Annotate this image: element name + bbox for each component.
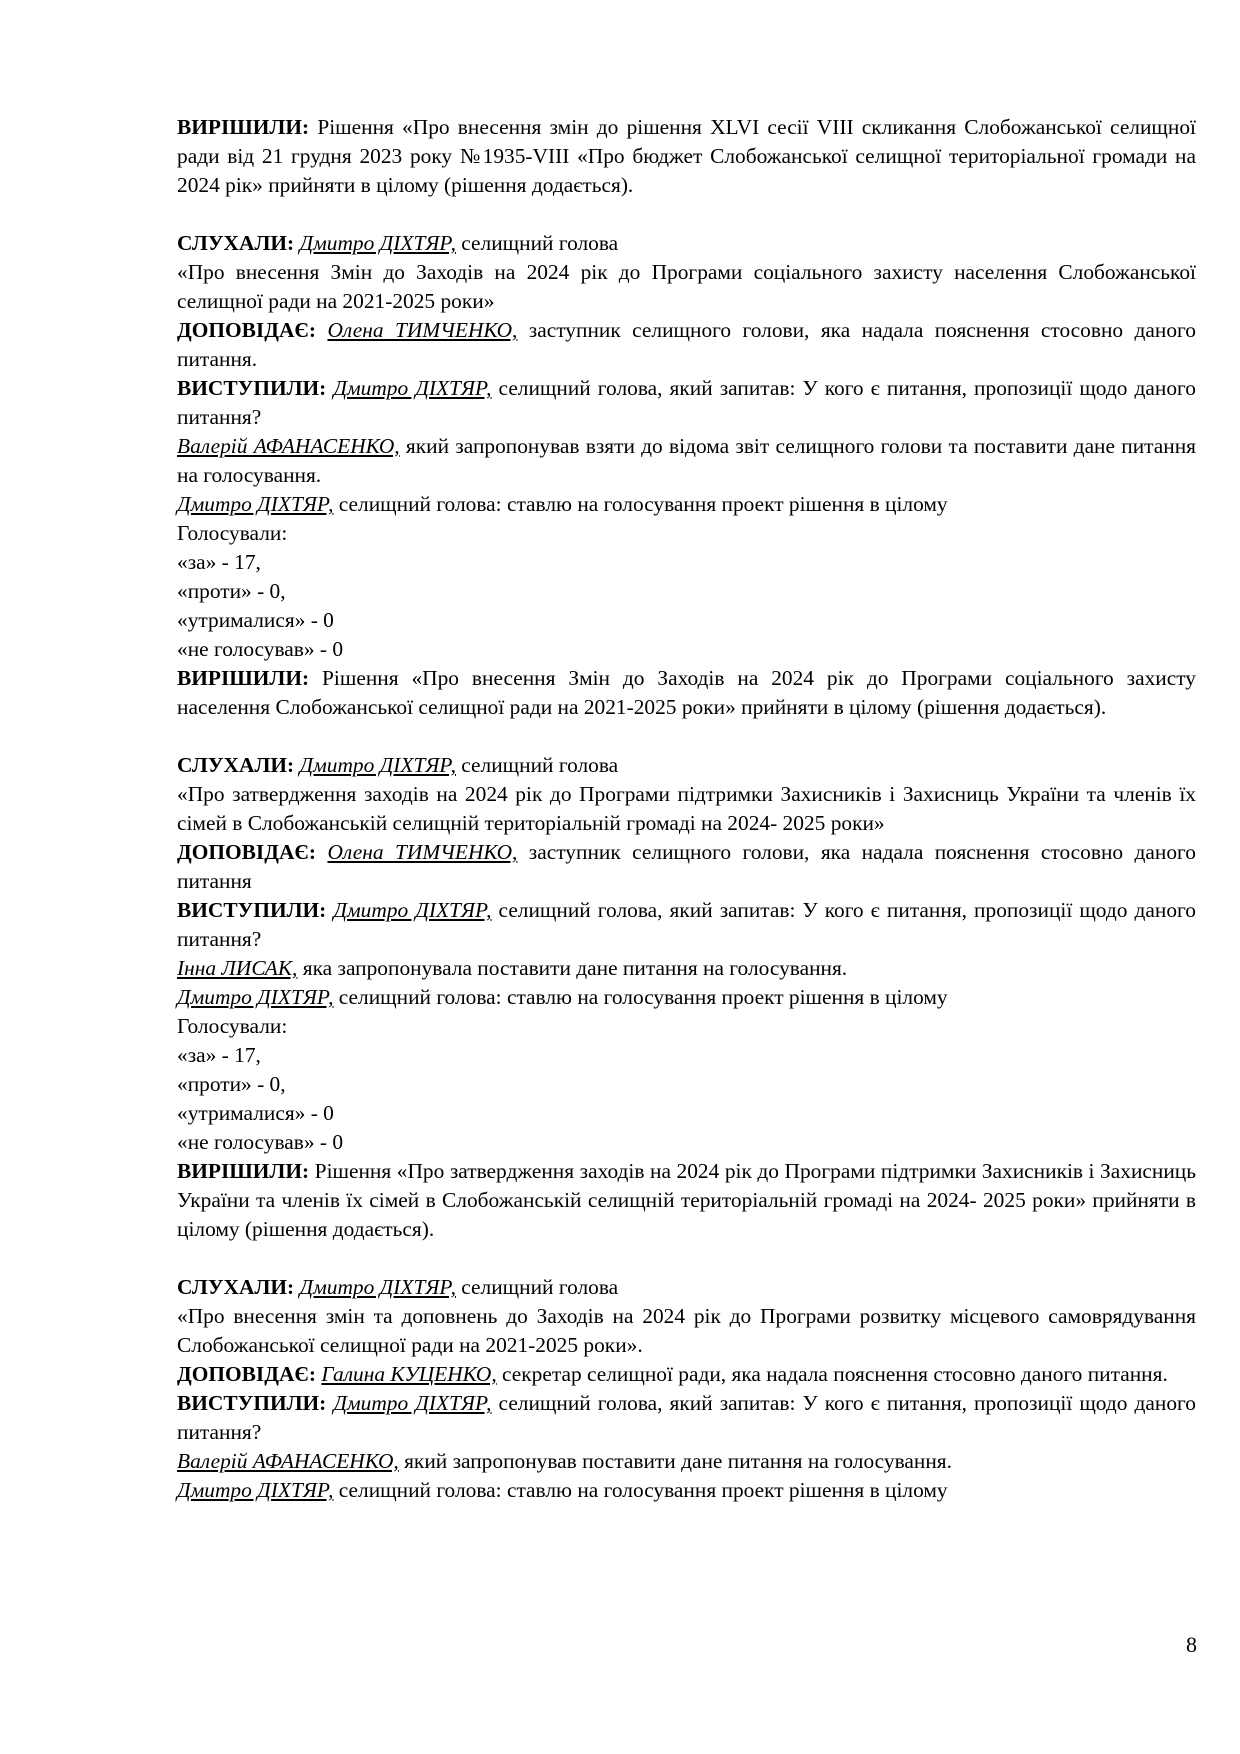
agenda-item-section: [177, 751, 1196, 1244]
text-line: [177, 1099, 1196, 1128]
text-line: [177, 635, 1196, 664]
section-label: ВИСТУПИЛИ:: [177, 1391, 327, 1415]
text-run: селищний голова, який запитав: У кого є питання, пропозиції щодо даного питання?: [177, 1391, 1196, 1444]
text-line: [177, 664, 1196, 722]
speaker-name: Дмитро ДІХТЯР,: [177, 1478, 334, 1502]
text-run: «утрималися» - 0: [177, 1101, 334, 1125]
text-run: Рішення «Про внесення змін до рішення XLVI сесії VIII скликання Слобожанської селищної ради від 21 грудня 2023 року №1935-VIII «Про бюджет Слобожанської селищної територіальної громади на 2024 рік» прийняти в цілому (рішення додається).: [177, 115, 1196, 197]
page-number: 8: [1186, 1632, 1197, 1657]
speaker-name: Інна ЛИСАК,: [177, 956, 298, 980]
agenda-item-section: [177, 229, 1196, 722]
text-run: «проти» - 0,: [177, 579, 286, 603]
section-label: СЛУХАЛИ:: [177, 753, 295, 777]
speaker-name: Галина КУЦЕНКО,: [321, 1362, 497, 1386]
text-line: [177, 780, 1196, 838]
text-run: Рішення «Про затвердження заходів на 2024 рік до Програми підтримки Захисників і Захисниць України та членів їх сімей в Слобожанській селищній територіальній громаді на 2024- 2025 роки» прийняти в цілому (рішення додається).: [177, 1159, 1196, 1241]
section-label: ДОПОВІДАЄ:: [177, 1362, 317, 1386]
text-line: [177, 1389, 1196, 1447]
text-line: [177, 838, 1196, 896]
text-run: Голосували:: [177, 521, 288, 545]
document-body: [177, 113, 1196, 1505]
text-run: яка запропонувала поставити дане питання на голосування.: [297, 956, 848, 980]
text-line: [177, 1041, 1196, 1070]
text-line: [177, 258, 1196, 316]
text-line: [177, 1128, 1196, 1157]
text-line: [177, 1360, 1196, 1389]
speaker-name: Олена ТИМЧЕНКО,: [327, 318, 518, 342]
text-line: [177, 519, 1196, 548]
text-run: «не голосував» - 0: [177, 637, 344, 661]
text-run: «Про внесення Змін до Заходів на 2024 рік до Програми соціального захисту населення Слобожанської селищної ради на 2021-2025 роки»: [177, 260, 1196, 313]
text-line: [177, 490, 1196, 519]
speaker-name: Валерій АФАНАСЕНКО,: [177, 434, 400, 458]
text-run: селищний голова: [455, 231, 619, 255]
text-run: «не голосував» - 0: [177, 1130, 344, 1154]
text-line: [177, 1157, 1196, 1244]
text-run: Голосували:: [177, 1014, 288, 1038]
text-run: «Про внесення змін та доповнень до Заходів на 2024 рік до Програми розвитку місцевого самоврядування Слобожанської селищної ради на 2021-2025 роки».: [177, 1304, 1196, 1357]
text-line: [177, 983, 1196, 1012]
text-line: [177, 1476, 1196, 1505]
text-line: [177, 751, 1196, 780]
section-label: СЛУХАЛИ:: [177, 1275, 295, 1299]
speaker-name: Дмитро ДІХТЯР,: [333, 1391, 492, 1415]
text-run: «за» - 17,: [177, 1043, 261, 1067]
text-line: [177, 374, 1196, 432]
text-run: Рішення «Про внесення Змін до Заходів на 2024 рік до Програми соціального захисту населення Слобожанської селищної ради на 2021-2025 роки» прийняти в цілому (рішення додається).: [177, 666, 1196, 719]
text-run: заступник селищного голови, яка надала пояснення стосовно даного питання.: [177, 318, 1196, 371]
text-line: [177, 896, 1196, 954]
text-line: [177, 316, 1196, 374]
speaker-name: Дмитро ДІХТЯР,: [177, 492, 334, 516]
text-run: селищний голова: [455, 1275, 619, 1299]
section-label: ВИРІШИЛИ:: [177, 115, 310, 139]
text-line: [177, 1070, 1196, 1099]
text-line: [177, 1273, 1196, 1302]
text-run: селищний голова: ставлю на голосування проект рішення в цілому: [333, 1478, 948, 1502]
text-run: «Про затвердження заходів на 2024 рік до Програми підтримки Захисників і Захисниць України та членів їх сімей в Слобожанській селищній територіальній громаді на 2024- 2025 роки»: [177, 782, 1196, 835]
speaker-name: Дмитро ДІХТЯР,: [299, 753, 456, 777]
text-run: [316, 318, 327, 342]
text-run: [316, 840, 327, 864]
text-line: [177, 1012, 1196, 1041]
text-run: селищний голова, який запитав: У кого є питання, пропозиції щодо даного питання?: [177, 376, 1196, 429]
text-run: секретар селищної ради, яка надала пояснення стосовно даного питання.: [496, 1362, 1168, 1386]
section-label: ВИСТУПИЛИ:: [177, 898, 327, 922]
text-run: селищний голова: ставлю на голосування проект рішення в цілому: [333, 985, 948, 1009]
text-run: який запропонував поставити дане питання на голосування.: [398, 1449, 952, 1473]
section-label: ВИРІШИЛИ:: [177, 666, 310, 690]
section-label: ВИСТУПИЛИ:: [177, 376, 327, 400]
text-run: заступник селищного голови, яка надала пояснення стосовно даного питання: [177, 840, 1196, 893]
speaker-name: Олена ТИМЧЕНКО,: [327, 840, 518, 864]
text-line: [177, 548, 1196, 577]
text-line: [177, 954, 1196, 983]
text-run: «за» - 17,: [177, 550, 261, 574]
speaker-name: Дмитро ДІХТЯР,: [299, 1275, 456, 1299]
text-line: [177, 1447, 1196, 1476]
text-line: [177, 1302, 1196, 1360]
text-run: який запропонував взяти до відома звіт селищного голови та поставити дане питання на голосування.: [177, 434, 1196, 487]
text-line: [177, 229, 1196, 258]
text-run: «проти» - 0,: [177, 1072, 286, 1096]
section-label: ВИРІШИЛИ:: [177, 1159, 310, 1183]
speaker-name: Дмитро ДІХТЯР,: [177, 985, 334, 1009]
text-run: селищний голова, який запитав: У кого є питання, пропозиції щодо даного питання?: [177, 898, 1196, 951]
agenda-item-section: [177, 113, 1196, 200]
text-run: селищний голова: ставлю на голосування проект рішення в цілому: [333, 492, 948, 516]
speaker-name: Дмитро ДІХТЯР,: [299, 231, 456, 255]
text-line: [177, 113, 1196, 200]
section-label: ДОПОВІДАЄ:: [177, 318, 317, 342]
speaker-name: Дмитро ДІХТЯР,: [333, 898, 492, 922]
text-run: «утрималися» - 0: [177, 608, 334, 632]
text-line: [177, 432, 1196, 490]
section-label: ДОПОВІДАЄ:: [177, 840, 317, 864]
agenda-item-section: [177, 1273, 1196, 1505]
section-label: СЛУХАЛИ:: [177, 231, 295, 255]
text-line: [177, 577, 1196, 606]
speaker-name: Валерій АФАНАСЕНКО,: [177, 1449, 399, 1473]
speaker-name: Дмитро ДІХТЯР,: [333, 376, 492, 400]
text-run: селищний голова: [455, 753, 619, 777]
text-line: [177, 606, 1196, 635]
